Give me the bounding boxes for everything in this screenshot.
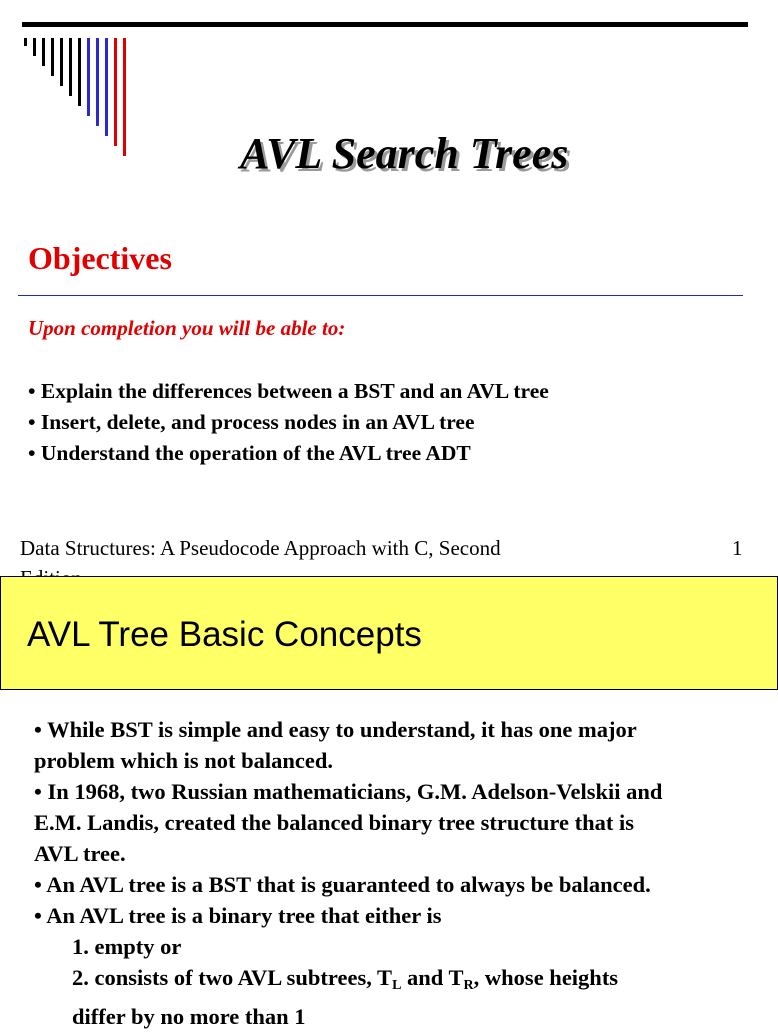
slide-2 (0, 576, 768, 1029)
list-item: 1. empty or (72, 934, 182, 959)
top-rule (22, 22, 748, 27)
objectives-list (28, 376, 549, 469)
decorative-stripe (114, 38, 117, 146)
decorative-stripe (123, 38, 126, 156)
objectives-heading: Objectives (28, 240, 172, 276)
decorative-stripe (42, 38, 45, 66)
bullet-line: • An AVL tree is a BST that is guaranteed to always be balanced. (34, 872, 651, 897)
decorative-stripe (105, 38, 108, 136)
slide-title: AVL Search Trees (240, 129, 569, 178)
title-banner (0, 576, 778, 690)
objective-item: • Understand the operation of the AVL tree ADT (28, 441, 471, 465)
subscript-r: R (463, 978, 474, 993)
decorative-stripe (60, 38, 63, 86)
bullet-line: problem which is not balanced. (34, 748, 334, 773)
bullet-line: • In 1968, two Russian mathematicians, G.M. Adelson-Velskii and (34, 779, 663, 804)
decorative-stripe (24, 38, 27, 46)
slide-title: AVL Tree Basic Concepts (27, 615, 422, 654)
bullet-line: AVL tree. (34, 841, 126, 866)
decorative-stripe (78, 38, 81, 106)
decorative-stripe (96, 38, 99, 126)
item-text: , whose heights (473, 965, 619, 990)
decorative-stripe (51, 38, 54, 76)
list-item: differ by no more than 1 (72, 1004, 306, 1029)
decorative-stripe (87, 38, 90, 116)
objectives-intro: Upon completion you will be able to: (28, 316, 346, 340)
slide-footer: Data Structures: A Pseudocode Approach with C, Second (20, 536, 501, 560)
objective-item: • Insert, delete, and process nodes in an AVL tree (28, 410, 475, 434)
decorative-stripe (69, 38, 72, 96)
page-number: 1 (732, 536, 743, 560)
item-text: and T (401, 965, 464, 990)
heading-divider (18, 295, 743, 296)
objective-item: • Explain the differences between a BST and an AVL tree (28, 379, 549, 403)
subscript-l: L (392, 978, 402, 993)
bullet-line: • An AVL tree is a binary tree that either is (34, 903, 442, 928)
decorative-stripe (33, 38, 36, 56)
bullet-line: • While BST is simple and easy to understand, it has one major (34, 717, 637, 742)
item-text: 2. consists of two AVL subtrees, T (72, 965, 393, 990)
slide-body (34, 714, 764, 1032)
decorative-stripes (24, 38, 134, 158)
list-item (34, 962, 764, 1001)
bullet-line: E.M. Landis, created the balanced binary tree structure that is (34, 810, 634, 835)
